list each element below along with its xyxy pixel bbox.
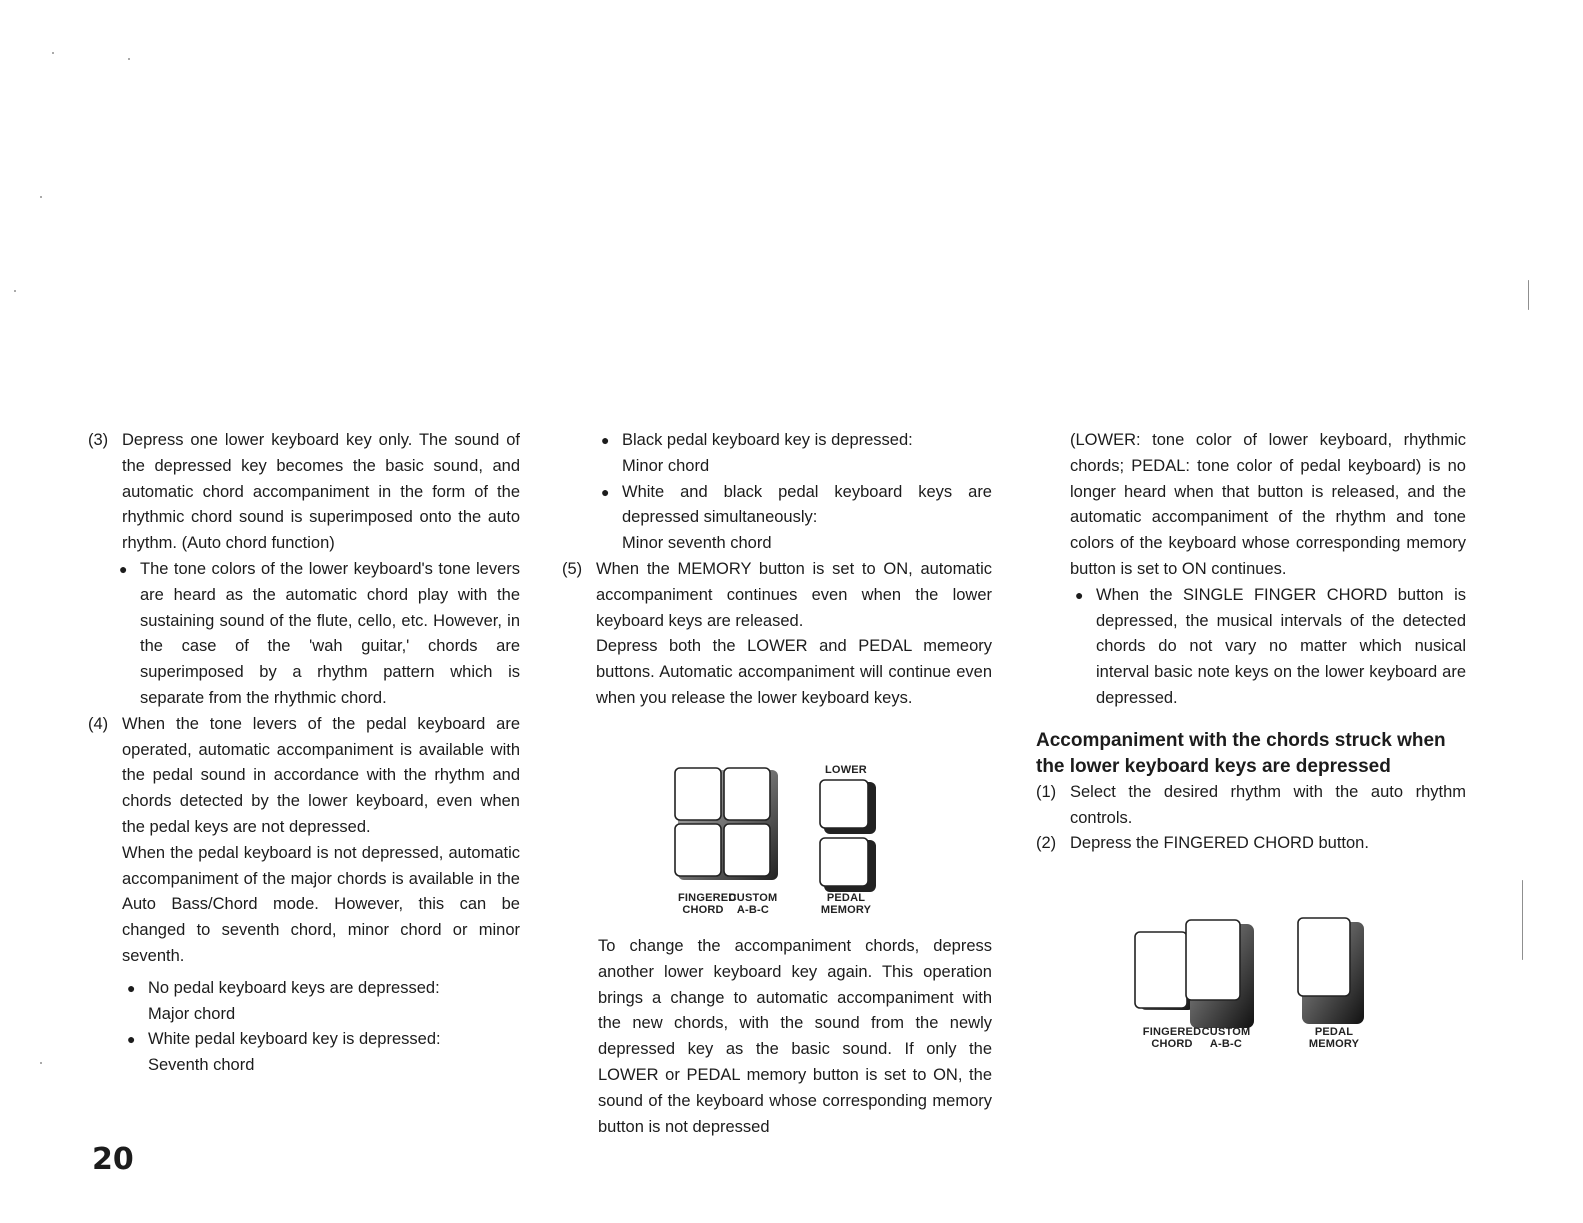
scan-line [1528,280,1529,310]
scan-speck [40,1062,42,1064]
step-2 [1036,831,1466,857]
bullet-text: The tone colors of the lower keyboard's tone levers are heard as the automatic chord play with the sustaining sound of the flute, cello, etc. However, in the case of the 'wah guitar,' chords are superimposed by a rhythm pattern which is separate from the rhythmic chord. [140,559,520,707]
step-number: (1) [1036,782,1057,801]
bullet-line: Seventh chord [148,1056,255,1075]
step-text-2: Depress both the LOWER and PEDAL memeory buttons. Automatic accompaniment will continue even when you release the lower keyboard keys. [596,637,992,707]
label-fingered-chord: FINGERED CHORD [1142,1026,1202,1050]
step-text: Depress the FINGERED CHORD button. [1070,834,1369,853]
bullet-icon: ● [601,483,610,500]
page-number: 20 [92,1142,134,1177]
bullet-icon: ● [601,432,610,448]
scan-speck [14,290,16,292]
bullet-line: Major chord [148,1004,236,1023]
bullet-icon: ● [1075,586,1084,603]
step-number: (3) [88,431,109,449]
scan-speck [40,196,42,198]
label-fingered-chord: FINGERED CHORD [678,892,737,916]
step-text: Depress one lower keyboard key only. The sound of the depressed key becomes the basic sound, and automatic chord accompaniment in the form of the rhythmic chord sound is superimposed onto the auto rhythm. (Auto chord function) [122,431,520,553]
memory-buttons-figure [672,760,882,920]
bullet-line: Minor seventh chord [622,534,772,553]
fingered-chord-figure [1130,912,1370,1062]
step-text: When the MEMORY button is set to ON, automatic accompaniment continues even when the lower keyboard keys are released. [596,559,992,630]
step-number: (4) [88,714,109,733]
bullet-line: No pedal keyboard keys are depressed: [148,978,440,997]
paragraph-text: To change the accompaniment chords, depress another lower keyboard key again. This operation brings a change to automatic accompaniment with the new chords, with the sound from the newly depressed key as the basic sound. If only the LOWER or PEDAL memory button is set to ON, the sound of the keyboard whose corresponding memory button is not depressed [598,937,992,1136]
bullet-icon: ● [119,560,128,577]
scan-speck [128,58,130,60]
bullet-item [114,557,520,712]
scan-speck [52,52,54,54]
step-5 [562,557,992,712]
column-right [1036,428,1466,857]
label-custom-abc: CUSTOM A-B-C [1201,1026,1251,1050]
bullet-item [596,428,992,480]
step-text: Select the desired rhythm with the auto rhythm controls. [1070,782,1466,827]
step-number: (5) [562,559,583,578]
step-4 [88,712,520,1079]
middle-paragraph [598,934,992,1140]
paragraph-text: (LOWER: tone color of lower keyboard, rhythmic chords; PEDAL: tone color of pedal keyboard) is no longer heard when that button is released, and the automatic accompaniment of the rhythm and tone colors of the keyboard whose corresponding memory button is set to ON continues. [1070,431,1466,578]
label-pedal-memory: PEDAL MEMORY [1308,1026,1360,1050]
bullet-item [1070,583,1466,712]
bullet-item [122,1027,520,1079]
bullet-icon: ● [127,1031,136,1048]
bullet-line: Black pedal keyboard key is depressed: [622,431,913,449]
step-number: (2) [1036,834,1057,853]
bullet-text: When the SINGLE FINGER CHORD button is depressed, the musical intervals of the detected chords do not vary no matter which nusical interval basic note keys on the lower keyboard are depressed. [1096,585,1466,707]
bullet-icon: ● [127,979,136,996]
step-text: When the tone levers of the pedal keyboard are operated, automatic accompaniment is available with the pedal sound in accordance with the rhythm and chords detected by the lower keyboard, even when the pedal keys are not depressed. [122,714,520,836]
bullet-line: White and black pedal keyboard keys are depressed simultaneously: [622,482,992,527]
label-lower: LOWER [825,764,867,776]
step-3 [88,428,520,712]
bullet-line: Minor chord [622,456,710,475]
bullet-item [596,480,992,557]
label-custom-abc: CUSTOM A-B-C [728,892,778,916]
column-middle [562,428,992,712]
bullet-item [122,976,520,1028]
column-left [88,428,520,1079]
label-pedal-memory: PEDAL MEMORY [820,892,872,916]
bullet-line: White pedal keyboard key is depressed: [148,1030,441,1049]
scan-line [1522,880,1523,960]
step-text-2: When the pedal keyboard is not depressed, automatic accompaniment of the major chords is available in the Auto Bass/Chord mode. However, this can be changed to seventh chord, minor chord or minor seventh. [122,843,520,965]
section-heading: Accompaniment with the chords struck when the lower keyboard keys are depressed [1036,729,1446,777]
step-1 [1036,780,1466,832]
